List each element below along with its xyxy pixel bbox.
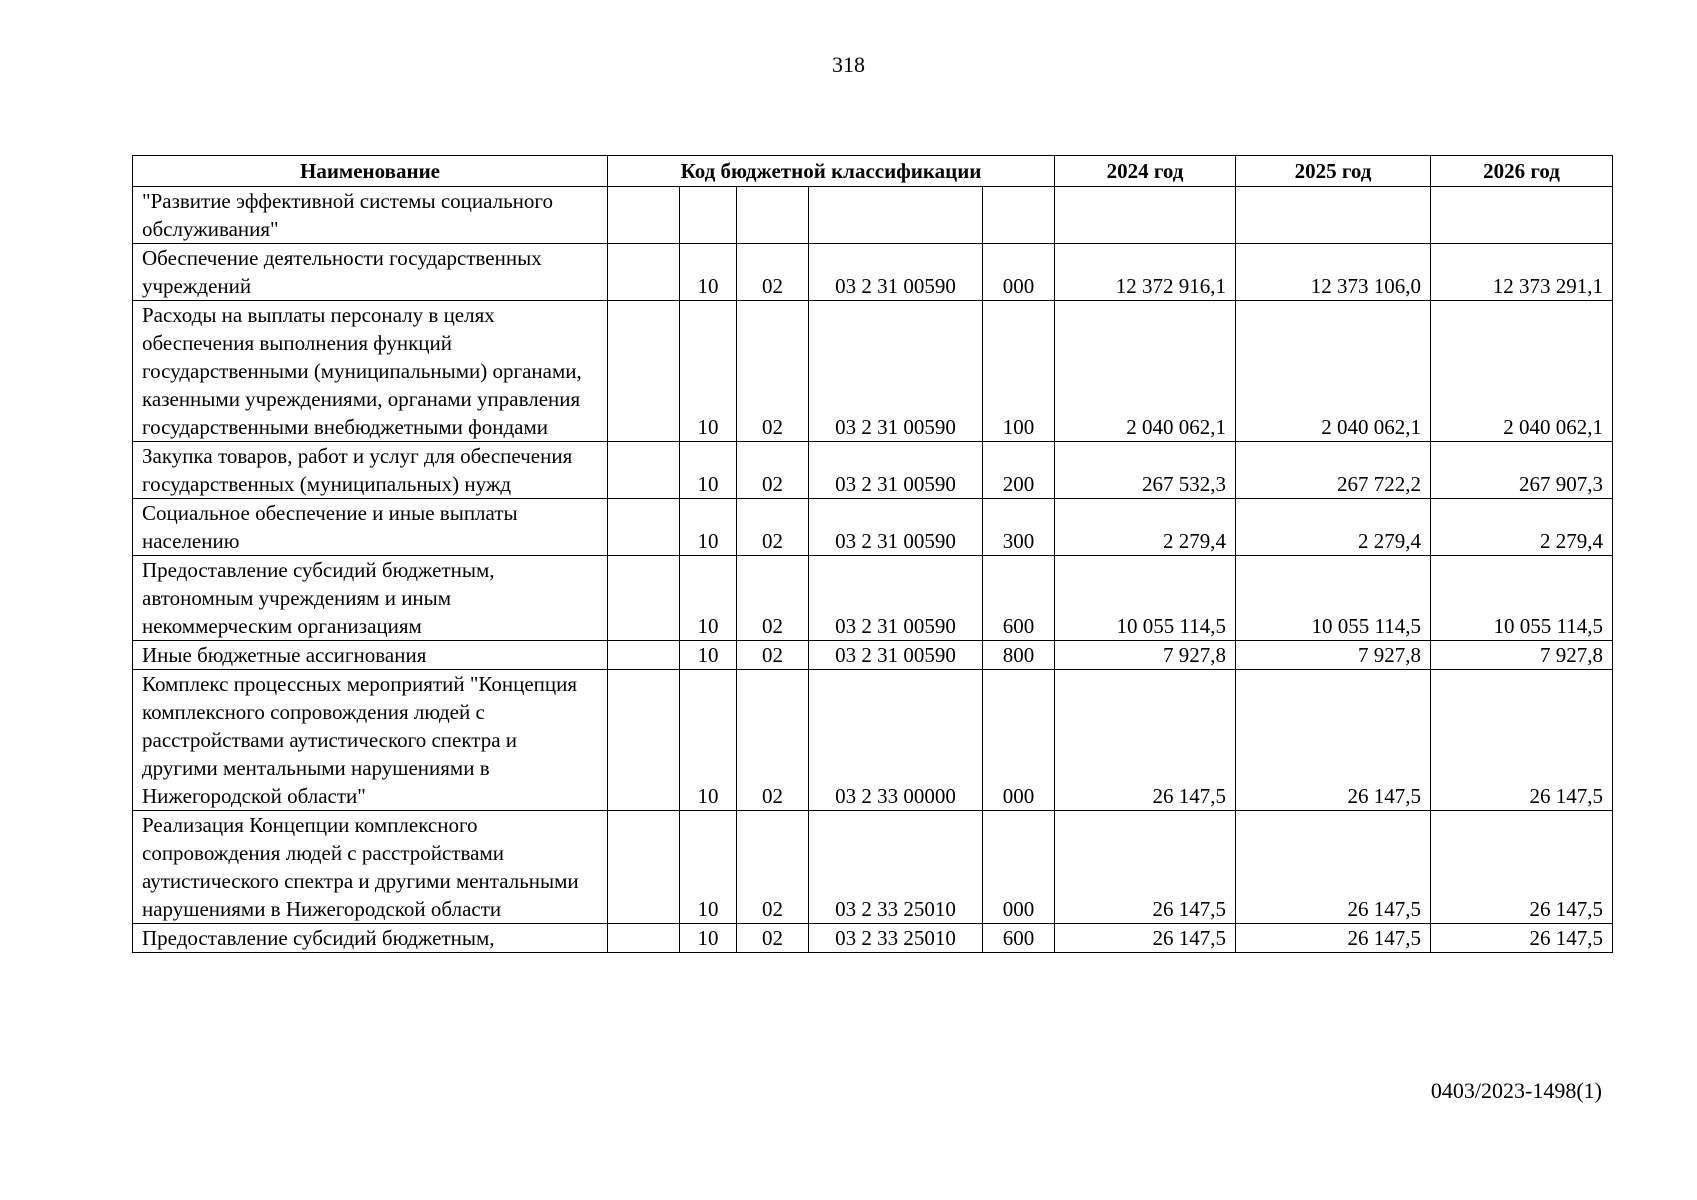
value-2024: 26 147,5 [1055,811,1236,924]
code-section: 10 [680,499,737,556]
value-2025: 26 147,5 [1236,811,1431,924]
value-2026: 10 055 114,5 [1431,556,1613,641]
code-section: 10 [680,442,737,499]
row-name: Комплекс процессных мероприятий "Концепция комплексного сопровождения людей с расстройствами аутистического спектра и другими ментальными нарушениями в Нижегородской области" [133,670,608,811]
code-part-1 [608,442,680,499]
code-subsection: 02 [737,301,809,442]
code-target-article: 03 2 33 00000 [809,670,983,811]
code-part-1 [608,811,680,924]
code-target-article [809,187,983,244]
value-2024: 26 147,5 [1055,924,1236,953]
code-section: 10 [680,301,737,442]
code-part-1 [608,924,680,953]
value-2025: 12 373 106,0 [1236,244,1431,301]
document-registration-code: 0403/2023-1498(1) [1430,1078,1602,1103]
table-row [133,442,1613,499]
value-2024: 7 927,8 [1055,641,1236,670]
table-row [133,244,1613,301]
code-target-article: 03 2 31 00590 [809,301,983,442]
value-2025: 7 927,8 [1236,641,1431,670]
value-2024: 26 147,5 [1055,670,1236,811]
code-subsection: 02 [737,670,809,811]
code-expense-type: 000 [983,670,1055,811]
code-target-article: 03 2 31 00590 [809,442,983,499]
code-subsection: 02 [737,499,809,556]
row-name: Социальное обеспечение и иные выплаты населению [133,499,608,556]
row-name: Иные бюджетные ассигнования [133,641,608,670]
value-2026: 26 147,5 [1431,670,1613,811]
table-row [133,924,1613,953]
header-2026: 2026 год [1431,156,1613,187]
value-2026: 2 040 062,1 [1431,301,1613,442]
value-2025: 26 147,5 [1236,924,1431,953]
value-2024: 10 055 114,5 [1055,556,1236,641]
code-part-1 [608,301,680,442]
code-subsection: 02 [737,556,809,641]
value-2026: 267 907,3 [1431,442,1613,499]
row-name: Реализация Концепции комплексного сопровождения людей с расстройствами аутистического спектра и другими ментальными нарушениями в Нижегородской области [133,811,608,924]
row-name: Закупка товаров, работ и услуг для обеспечения государственных (муниципальных) нужд [133,442,608,499]
code-section: 10 [680,811,737,924]
code-target-article: 03 2 31 00590 [809,244,983,301]
code-target-article: 03 2 31 00590 [809,641,983,670]
code-subsection: 02 [737,924,809,953]
code-part-1 [608,244,680,301]
value-2026 [1431,187,1613,244]
value-2025: 2 279,4 [1236,499,1431,556]
row-name: Обеспечение деятельности государственных учреждений [133,244,608,301]
value-2026: 12 373 291,1 [1431,244,1613,301]
value-2025 [1236,187,1431,244]
value-2024 [1055,187,1236,244]
budget-table [132,155,1613,953]
code-expense-type: 100 [983,301,1055,442]
code-subsection: 02 [737,442,809,499]
code-section: 10 [680,556,737,641]
code-subsection: 02 [737,811,809,924]
code-section: 10 [680,641,737,670]
table-row [133,301,1613,442]
code-expense-type: 000 [983,811,1055,924]
code-part-1 [608,670,680,811]
code-expense-type: 800 [983,641,1055,670]
row-name: Предоставление субсидий бюджетным, автономным учреждениям и иным некоммерческим организациям [133,556,608,641]
code-part-1 [608,641,680,670]
code-part-1 [608,556,680,641]
value-2026: 2 279,4 [1431,499,1613,556]
code-subsection: 02 [737,641,809,670]
table-row [133,499,1613,556]
value-2024: 2 040 062,1 [1055,301,1236,442]
table-row [133,641,1613,670]
code-part-1 [608,187,680,244]
code-expense-type [983,187,1055,244]
table-row [133,187,1613,244]
code-target-article: 03 2 33 25010 [809,924,983,953]
code-target-article: 03 2 33 25010 [809,811,983,924]
value-2026: 26 147,5 [1431,811,1613,924]
code-section: 10 [680,244,737,301]
value-2024: 2 279,4 [1055,499,1236,556]
value-2024: 267 532,3 [1055,442,1236,499]
code-section: 10 [680,670,737,811]
row-name: Предоставление субсидий бюджетным, [133,924,608,953]
code-expense-type: 000 [983,244,1055,301]
value-2025: 26 147,5 [1236,670,1431,811]
value-2024: 12 372 916,1 [1055,244,1236,301]
table-header-row [133,156,1613,187]
code-section [680,187,737,244]
value-2025: 267 722,2 [1236,442,1431,499]
table-row [133,556,1613,641]
code-expense-type: 200 [983,442,1055,499]
code-target-article: 03 2 31 00590 [809,499,983,556]
value-2025: 10 055 114,5 [1236,556,1431,641]
code-subsection [737,187,809,244]
header-code: Код бюджетной классификации [608,156,1055,187]
code-expense-type: 300 [983,499,1055,556]
header-name: Наименование [133,156,608,187]
page-number: 318 [832,52,865,77]
value-2026: 7 927,8 [1431,641,1613,670]
table-row [133,670,1613,811]
value-2026: 26 147,5 [1431,924,1613,953]
code-part-1 [608,499,680,556]
row-name: Расходы на выплаты персоналу в целях обеспечения выполнения функций государственными (муниципальными) органами, казенными учреждениями, органами управления государственными внебюджетными фондами [133,301,608,442]
header-2024: 2024 год [1055,156,1236,187]
code-subsection: 02 [737,244,809,301]
code-target-article: 03 2 31 00590 [809,556,983,641]
row-name: "Развитие эффективной системы социального обслуживания" [133,187,608,244]
table-row [133,811,1613,924]
code-section: 10 [680,924,737,953]
value-2025: 2 040 062,1 [1236,301,1431,442]
code-expense-type: 600 [983,556,1055,641]
code-expense-type: 600 [983,924,1055,953]
header-2025: 2025 год [1236,156,1431,187]
